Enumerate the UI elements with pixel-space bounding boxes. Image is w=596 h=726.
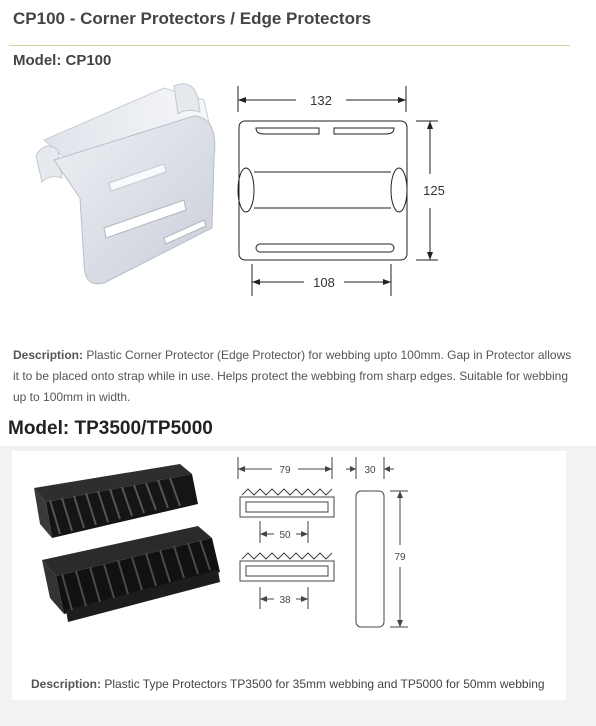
tp-dim-height: 79	[394, 552, 406, 563]
tp-product-image	[30, 460, 220, 630]
tp-dimension-drawing	[232, 457, 417, 632]
cp100-dimension-drawing	[234, 84, 454, 299]
model-cp100-heading: Model: CP100	[13, 52, 112, 69]
tp-dim-width: 79	[279, 465, 291, 476]
cp100-description-label: Description:	[13, 348, 84, 362]
dim-label-bottom: 108	[313, 275, 335, 290]
tp-dim-inner: 50	[279, 530, 291, 541]
dim-label-top: 132	[310, 93, 332, 108]
tp-description	[31, 677, 545, 691]
cp100-description-text: Plastic Corner Protector (Edge Protector) for webbing upto 100mm. Gap in Protector allows it to be placed onto strap while in use. Helps protect the webbing from sharp edges. Suitable for webbing up to 100mm in width.	[13, 348, 572, 404]
tp-dim-slot: 38	[279, 595, 291, 606]
dim-label-right: 125	[423, 183, 445, 198]
cp100-product-image	[14, 78, 229, 293]
tp-description-text: Plastic Type Protectors TP3500 for 35mm webbing and TP5000 for 50mm webbing	[101, 677, 545, 691]
tp-description-label: Description:	[31, 677, 102, 691]
title-divider	[9, 45, 570, 46]
tp-dim-depth: 30	[364, 465, 376, 476]
model-tp-heading: Model: TP3500/TP5000	[8, 418, 213, 439]
page-title: CP100 - Corner Protectors / Edge Protectors	[13, 9, 372, 28]
cp100-description	[13, 345, 573, 408]
